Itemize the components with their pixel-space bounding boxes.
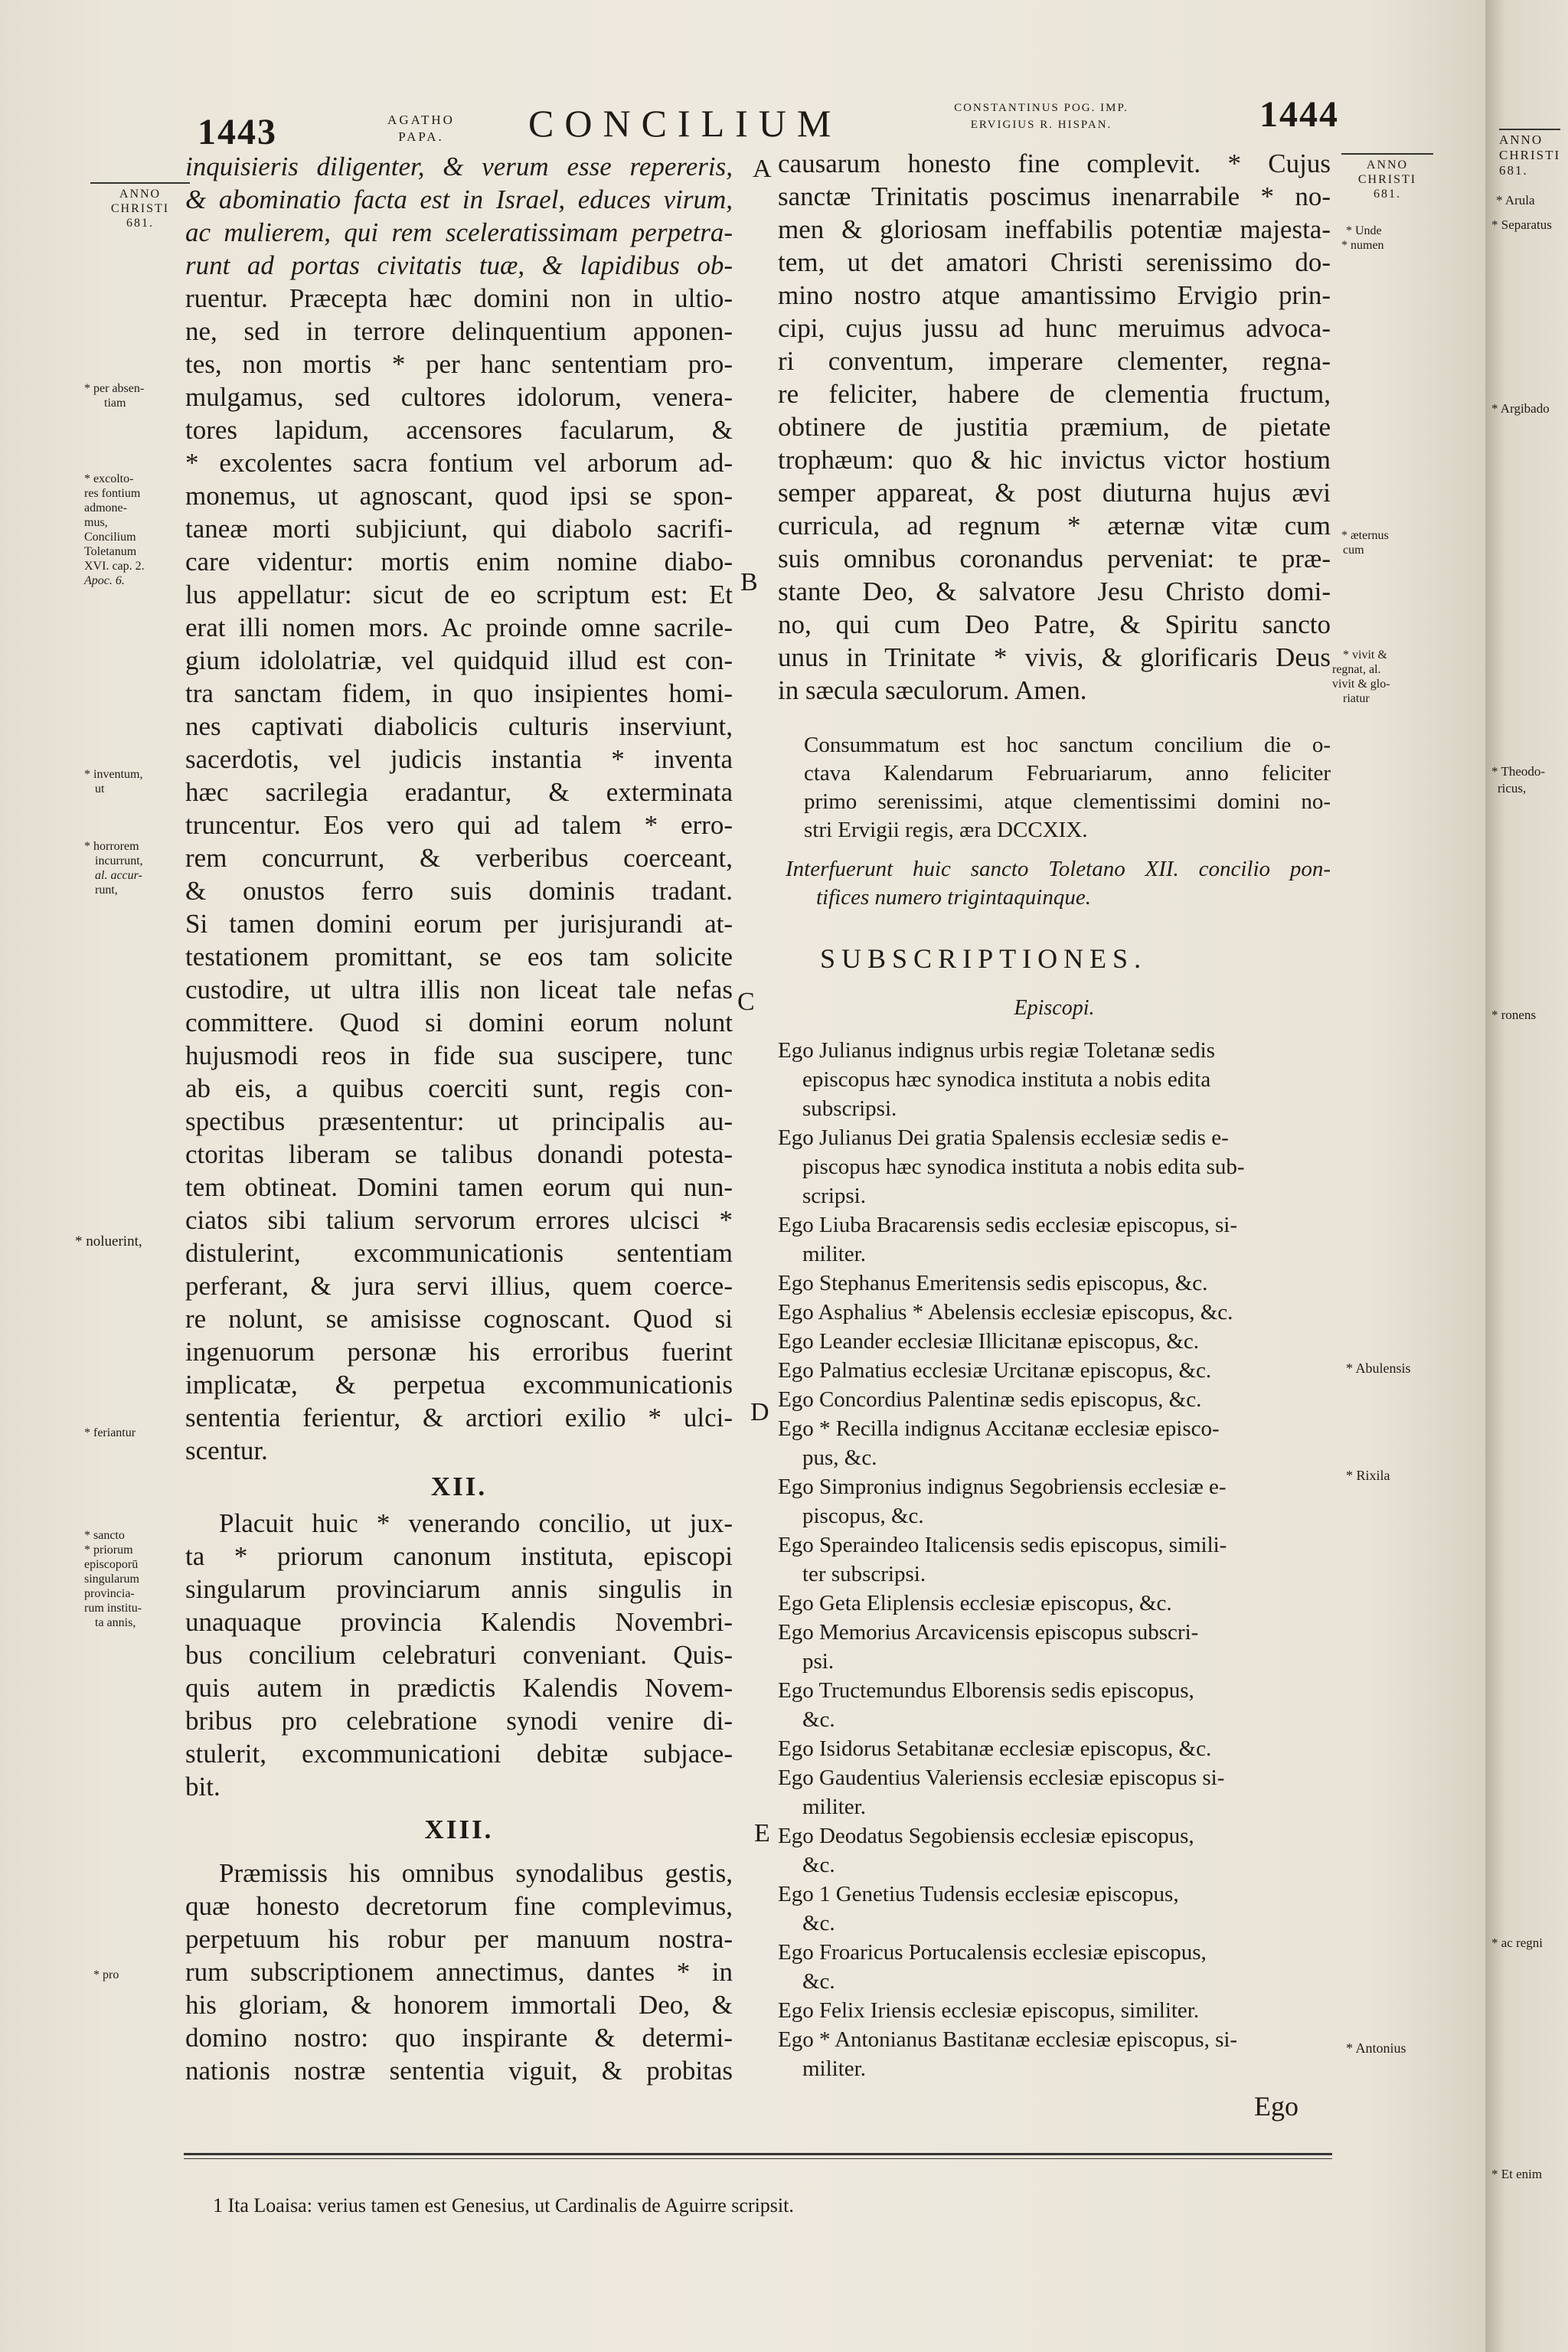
margin-line: rum institu-: [84, 1602, 142, 1615]
margin-line: * sancto: [84, 1529, 125, 1542]
section-letter-e: E: [754, 1819, 770, 1847]
margin-line: 681.: [1499, 163, 1528, 178]
section-heading-xiii: XIII.: [424, 1815, 494, 1844]
margin-line: 681.: [1374, 188, 1401, 201]
text-line: no, qui cum Deo Patre, & Spiritu sancto: [778, 609, 1331, 639]
running-head-line: ERVIGIUS R. HISPAN.: [970, 119, 1112, 131]
margin-line: * per absen-: [84, 382, 145, 395]
margin-line: * priorum: [84, 1544, 133, 1557]
subscription-line: Ego Geta Eliplensis ecclesiæ episcopus, &c.: [778, 1591, 1172, 1615]
text-line: care videntur: mortis enim nomine diabo-: [185, 547, 733, 577]
text-line: spectibus præsententur: ut principalis au-: [185, 1106, 733, 1136]
subscription-line: Ego Leander ecclesiæ Illicitanæ episcopus, &c.: [778, 1329, 1200, 1354]
margin-line: incurrunt,: [95, 854, 143, 867]
right-column: [778, 147, 1331, 2083]
text-line: tes, non mortis * per hanc sententiam pro-: [185, 349, 733, 379]
section-letter-d: D: [750, 1398, 769, 1426]
text-line: gium idololatriæ, vel quidquid illud est con-: [185, 645, 733, 675]
text-line: & onustos ferro suis dominis tradant.: [185, 876, 733, 906]
margin-line: * Rixila: [1346, 1468, 1390, 1483]
subscription-line: militer.: [802, 2056, 866, 2081]
subscription-line: Ego Froaricus Portucalensis ecclesiæ episcopus,: [778, 1940, 1207, 1965]
margin-note-pro: [93, 1968, 119, 1982]
text-line: trophæum: quo & hic invictus victor hostium: [778, 445, 1331, 475]
margin-line: admone-: [84, 501, 127, 514]
section-heading-xii: XII.: [430, 1472, 488, 1501]
margin-line: * pro: [93, 1968, 119, 1981]
adjacent-note: * ronens: [1491, 1008, 1537, 1022]
text-line: ri conventum, imperare clementer, regna-: [778, 346, 1331, 376]
section-letter-b: B: [740, 568, 758, 596]
margin-note-feriantur: [84, 1426, 136, 1440]
attendance-note: [778, 855, 1331, 912]
adjacent-anno: [1499, 129, 1560, 178]
text-line: sanctæ Trinitatis poscimus inenarrabile * no-: [778, 181, 1331, 211]
text-line: implicatæ, & perpetua excommunicationis: [185, 1370, 733, 1400]
text-line: bit.: [185, 1772, 220, 1802]
subscription-line: Ego * Recilla indignus Accitanæ ecclesiæ episco-: [778, 1416, 1220, 1441]
margin-line: singularum: [84, 1573, 139, 1586]
margin-line: * Antonius: [1346, 2040, 1406, 2056]
text-line: & abominatio facta est in Israel, educes virum,: [185, 185, 733, 214]
text-line: monemus, ut agnoscant, quod ipsi se spon-: [185, 481, 733, 511]
adjacent-note: * Arula: [1496, 193, 1535, 207]
text-line: ac mulierem, qui rem sceleratissimam perpetra-: [185, 217, 733, 247]
text-line: sacerdotis, vel judicis instantia * inventa: [185, 744, 733, 774]
margin-note-antonius: [1346, 2041, 1406, 2056]
subscription-line: Ego Tructemundus Elborensis sedis episcopus,: [778, 1678, 1194, 1703]
subscription-line: Ego Julianus Dei gratia Spalensis ecclesiæ sedis e-: [778, 1125, 1229, 1150]
margin-line: ta annis,: [95, 1616, 136, 1629]
footnote: 1 Ita Loaisa: verius tamen est Genesius, ut Cardinalis de Aguirre scripsit.: [213, 2194, 794, 2216]
subscription-line: Ego Liuba Bracarensis sedis ecclesiæ episcopus, si-: [778, 1213, 1237, 1237]
margin-line: CHRISTI: [1357, 173, 1417, 186]
margin-line: * inventum,: [84, 768, 143, 781]
text-line: quis autem in prædictis Kalendis Novem-: [185, 1673, 733, 1703]
margin-line: ANNO: [1499, 129, 1560, 148]
margin-line: runt,: [95, 884, 118, 897]
subscription-line: Ego * Antonianus Bastitanæ ecclesiæ episcopus, si-: [778, 2027, 1238, 2052]
margin-line: * excolto-: [84, 472, 134, 485]
subscription-line: Ego Concordius Palentinæ sedis episcopus, &c.: [778, 1387, 1202, 1412]
text-line: domino nostro: quo inspirante & determi-: [185, 2023, 733, 2053]
subscription-line: Ego Stephanus Emeritensis sedis episcopus, &c.: [778, 1271, 1208, 1295]
margin-note-aeternus: [1341, 528, 1389, 557]
text-line: ta * priorum canonum instituta, episcopi: [185, 1541, 733, 1571]
margin-line: * Unde: [1346, 224, 1382, 237]
text-line: his gloriam, & honorem immortali Deo, &: [185, 1990, 733, 2020]
text-line: ctoritas liberam se talibus donandi potesta-: [185, 1139, 733, 1169]
section-13-text: [185, 1857, 733, 2087]
page-title: CONCILIUM: [528, 102, 842, 145]
text-line: tifices numero trigintaquinque.: [816, 885, 1091, 910]
text-line: distulerint, excommunicationis sententiam: [185, 1238, 733, 1268]
margin-note-unde: [1341, 224, 1384, 253]
text-line: inquisieris diligenter, & verum esse repereris,: [185, 152, 733, 181]
margin-line: * vivit &: [1343, 648, 1387, 662]
text-line: unaquaque provincia Kalendis Novembri-: [185, 1607, 733, 1637]
text-line: ab eis, a quibus coerciti sunt, regis con-: [185, 1073, 733, 1103]
adjacent-note: * ac regni: [1491, 1936, 1544, 1950]
margin-line: Apoc. 6.: [84, 574, 125, 587]
margin-line: vivit & glo-: [1332, 678, 1390, 691]
text-line: cipi, cujus jussu ad hunc meruimus advoca-: [778, 313, 1331, 343]
text-line: ctava Kalendarum Februariarum, anno feliciter: [804, 761, 1331, 786]
text-line: tra sanctam fidem, in quo insipientes homi-: [185, 678, 733, 708]
right-running-head: [903, 100, 1179, 133]
subscription-line: pus, &c.: [802, 1446, 877, 1470]
text-line: tores lapidum, accensores facularum, &: [185, 415, 733, 445]
margin-note-sancto: [84, 1528, 142, 1630]
text-line: tem obtineat. Domini tamen eorum qui nun-: [185, 1172, 733, 1202]
text-line: hujusmodi reos in fide sua suscipere, tunc: [185, 1040, 733, 1070]
text-line: stri Ervigii regis, æra DCCXIX.: [804, 818, 1088, 842]
adjacent-note: ricus,: [1498, 781, 1527, 795]
text-line: perpetuum his robur per manuum nostra-: [185, 1924, 733, 1954]
margin-line: Concilium: [84, 531, 136, 544]
adjacent-note: * Et enim: [1491, 2167, 1543, 2181]
subscription-line: &c.: [802, 1853, 835, 1877]
text-line: curricula, ad regnum * æternæ vitæ cum: [778, 511, 1331, 541]
section-letter-a: A: [753, 155, 772, 183]
margin-note-vivit: [1332, 648, 1390, 706]
margin-line: res fontium: [84, 487, 141, 500]
margin-line: ut: [95, 782, 105, 795]
margin-line: regnat, al.: [1332, 663, 1381, 676]
margin-line: * Abulensis: [1346, 1361, 1411, 1376]
text-line: runt ad portas civitatis tuæ, & lapidibus ob-: [185, 250, 733, 280]
margin-note-rixila: [1346, 1468, 1390, 1483]
adjacent-note: * Argibado: [1491, 401, 1550, 416]
text-line: lus appellatur: sicut de eo scriptum est: Et: [185, 580, 733, 609]
closing-note: [778, 731, 1331, 844]
text-line: custodire, ut ultra illis non liceat tale nefas: [185, 975, 733, 1004]
text-line: bribus pro celebratione synodi venire di-: [185, 1706, 733, 1736]
margin-line: * æternus: [1341, 529, 1389, 542]
text-line: Si tamen domini eorum per jurisjurandi at-: [185, 909, 733, 939]
margin-line: mus,: [84, 516, 108, 529]
section-12-text: [185, 1507, 733, 1803]
text-line: mino nostro atque amantissimo Ervigio prin-: [778, 280, 1331, 310]
subscription-line: &c.: [802, 1969, 835, 1994]
subscription-line: Ego Simpronius indignus Segobriensis ecclesiæ e-: [778, 1475, 1227, 1499]
text-line: re feliciter, habere de clementia fructum,: [778, 379, 1331, 409]
text-line: semper appareat, & post diuturna hujus ævi: [778, 478, 1331, 508]
subscription-line: Ego Speraindeo Italicensis sedis episcopus, simili-: [778, 1533, 1227, 1557]
text-line: tem, ut det amatori Christi serenissimo do-: [778, 247, 1331, 277]
subscription-line: subscripsi.: [802, 1096, 897, 1121]
text-line: sententia ferientur, & arctiori exilio * ulci-: [185, 1403, 733, 1432]
subscription-line: Ego Isidorus Setabitanæ ecclesiæ episcopus, &c.: [778, 1736, 1212, 1761]
margin-note-anno-left: [90, 182, 190, 230]
text-line: nes captivati diabolicis culturis inserviunt,: [185, 711, 733, 741]
subscription-line: Ego 1 Genetius Tudensis ecclesiæ episcopus,: [778, 1882, 1179, 1906]
text-line: Consummatum est hoc sanctum concilium die o-: [804, 733, 1331, 757]
subscription-line: piscopus, &c.: [802, 1504, 924, 1528]
subscription-line: militer.: [802, 1242, 866, 1266]
text-line: stulerit, excommunicationi debitæ subjace-: [185, 1739, 733, 1769]
subscription-line: &c.: [802, 1707, 835, 1732]
left-text: [185, 150, 733, 1467]
subscription-line: Ego Asphalius * Abelensis ecclesiæ episcopus, &c.: [778, 1300, 1233, 1325]
text-line: truncentur. Eos vero qui ad talem * erro-: [185, 810, 733, 840]
text-line: testationem promittant, se eos tam solicite: [185, 942, 733, 972]
text-line: Placuit huic * venerando concilio, ut jux-: [219, 1508, 733, 1538]
subscription-line: episcopus hæc synodica instituta a nobis edita: [802, 1067, 1211, 1092]
running-head-line: AGATHO: [387, 113, 455, 127]
margin-note-inventum: [84, 767, 142, 796]
text-line: suis omnibus coronandus perveniat: te præ-: [778, 544, 1331, 573]
text-line: unus in Trinitate * vivis, & glorificaris Deus: [778, 642, 1331, 672]
left-column: [185, 150, 733, 2087]
text-line: ingenuorum personæ his erroribus fuerint: [185, 1337, 733, 1367]
text-line: * excolentes sacra fontium vel arborum ad-: [185, 448, 733, 478]
footnote-rule-thin: [184, 2158, 1332, 2159]
subscription-line: scripsi.: [802, 1184, 866, 1208]
margin-line: * noluerint,: [75, 1233, 142, 1250]
margin-line: ANNO: [90, 182, 190, 201]
adjacent-page-edge: [1485, 0, 1568, 2352]
text-line: rem concurrunt, & verberibus coerceant,: [185, 843, 733, 873]
margin-line: ANNO: [1341, 153, 1433, 172]
text-line: stante Deo, & salvatore Jesu Christo domi-: [778, 577, 1331, 606]
margin-line: provincia-: [84, 1587, 135, 1600]
subscription-line: Ego Palmatius ecclesiæ Urcitanæ episcopus, &c.: [778, 1358, 1212, 1383]
margin-line: Toletanum: [84, 545, 137, 558]
margin-line: cum: [1343, 544, 1364, 557]
margin-line: riatur: [1343, 692, 1370, 705]
subscription-line: psi.: [802, 1649, 835, 1674]
subscription-line: Ego Gaudentius Valeriensis ecclesiæ episcopus si-: [778, 1766, 1225, 1790]
text-line: Præmissis his omnibus synodalibus gestis,: [219, 1858, 733, 1888]
subscription-line: piscopus hæc synodica instituta a nobis edita sub-: [802, 1155, 1245, 1179]
text-line: ciatos sibi talium servorum errores ulcisci *: [185, 1205, 733, 1235]
left-page-number: 1443: [198, 112, 277, 152]
text-line: causarum honesto fine complevit. * Cujus: [778, 149, 1331, 178]
margin-line: CHRISTI: [110, 202, 170, 215]
left-running-head: [360, 112, 482, 145]
subscription-line: Ego Memorius Arcavicensis episcopus subscri-: [778, 1620, 1199, 1645]
subscriptions-heading: SUBSCRIPTIONES.: [820, 943, 1148, 974]
text-line: Interfuerunt huic sancto Toletano XII. concilio pon-: [786, 857, 1331, 881]
margin-line: XVI. cap. 2.: [84, 560, 145, 573]
text-line: in sæcula sæculorum. Amen.: [778, 675, 1087, 705]
text-line: quæ honesto decretorum fine complevimus,: [185, 1891, 733, 1921]
margin-line: * horrorem: [84, 840, 139, 853]
running-head-line: PAPA.: [398, 129, 444, 144]
margin-line: tiam: [104, 397, 126, 410]
right-page-number: 1444: [1259, 94, 1339, 135]
text-line: erat illi nomen mors. Ac proinde omne sacrile-: [185, 612, 733, 642]
text-line: nationis nostræ sententia viguit, & probitas: [185, 2056, 733, 2086]
running-head-line: CONSTANTINUS POG. IMP.: [954, 102, 1129, 114]
margin-note-anno-right: [1341, 153, 1433, 201]
text-line: mulgamus, sed cultores idolorum, venera-: [185, 382, 733, 412]
margin-note-excultores: [84, 472, 145, 588]
margin-line: * numen: [1341, 239, 1384, 252]
margin-line: CHRISTI: [1499, 148, 1561, 162]
catchword: Ego: [1254, 2091, 1298, 2122]
text-line: rum subscriptionem annectimus, dantes * in: [185, 1957, 733, 1987]
text-line: committere. Quod si domini eorum nolunt: [185, 1008, 733, 1037]
text-line: perferant, & jura servi illius, quem coerce-: [185, 1271, 733, 1301]
margin-note-horrorem: [84, 839, 143, 897]
subscription-line: Ego Deodatus Segobiensis ecclesiæ episcopus,: [778, 1824, 1194, 1848]
text-line: re nolunt, se amisisse cognoscant. Quod si: [185, 1304, 733, 1334]
subscription-list: [778, 1036, 1331, 2083]
text-line: scentur.: [185, 1436, 268, 1465]
adjacent-note: * Separatus: [1491, 217, 1552, 232]
text-line: hæc sacrilegia eradantur, & exterminata: [185, 777, 733, 807]
margin-note-per-absentiam: [84, 381, 144, 410]
subscription-line: ter subscripsi.: [802, 1562, 926, 1586]
margin-line: al. accur-: [95, 869, 142, 882]
text-line: primo serenissimi, atque clementissimi domini no-: [804, 789, 1331, 814]
section-letter-c: C: [737, 988, 755, 1016]
text-line: ne, sed in terrore delinquentium apponen-: [185, 316, 733, 346]
episcopi-heading: Episcopi.: [1014, 996, 1095, 1020]
text-line: ruentur. Præcepta hæc domini non in ultio-: [185, 283, 733, 313]
text-line: bus concilium celebraturi conveniant. Quis-: [185, 1640, 733, 1670]
adjacent-note: * Theodo-: [1491, 764, 1546, 779]
margin-line: 681.: [126, 217, 154, 230]
margin-note-noluerint: [75, 1234, 142, 1249]
subscription-line: Ego Felix Iriensis ecclesiæ episcopus, similiter.: [778, 1998, 1200, 2023]
footnote-rule: [184, 2153, 1332, 2155]
text-line: taneæ morti subjiciunt, qui diabolo sacrifi-: [185, 514, 733, 544]
margin-line: * feriantur: [84, 1426, 136, 1439]
margin-note-abulensis: [1346, 1361, 1411, 1376]
text-line: obtinere de justitia præmium, de pietate: [778, 412, 1331, 442]
subscription-line: &c.: [802, 1911, 835, 1936]
margin-line: episcoporū: [84, 1558, 139, 1571]
subscription-line: Ego Julianus indignus urbis regiæ Toletanæ sedis: [778, 1038, 1215, 1063]
right-text: [778, 147, 1331, 707]
text-line: men & gloriosam ineffabilis potentiæ majesta-: [778, 214, 1331, 244]
subscription-line: militer.: [802, 1795, 866, 1819]
text-line: singularum provinciarum annis singulis in: [185, 1574, 733, 1604]
